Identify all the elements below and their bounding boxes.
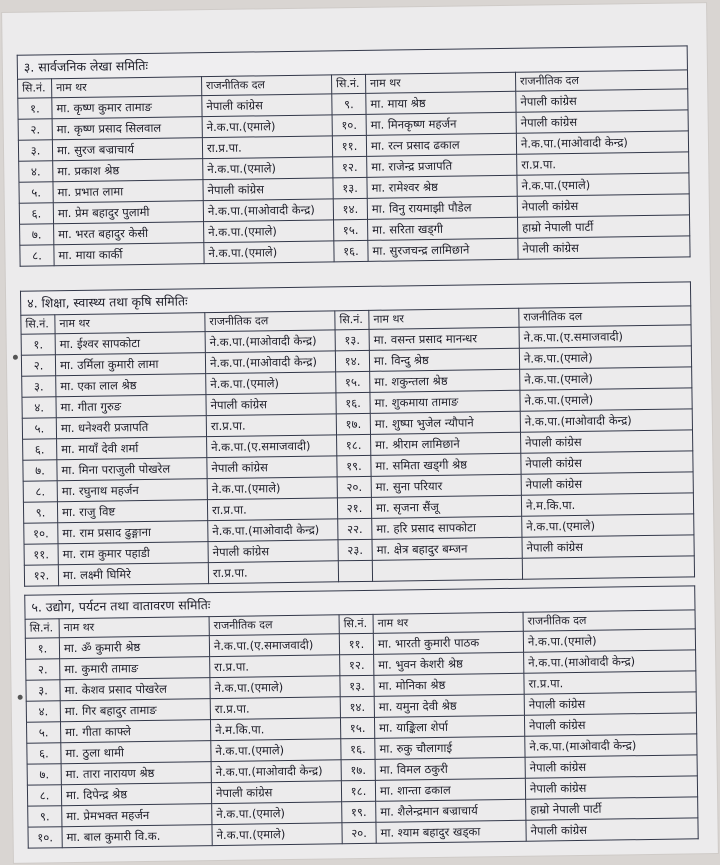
- party-header: राजनीतिक दल: [519, 306, 691, 327]
- member-name-cell: मा. विन्दु श्रेष्ठ: [369, 348, 519, 371]
- party-cell: ने.क.पा.(एमाले): [519, 346, 691, 369]
- serial-number-cell: ९.: [23, 502, 57, 523]
- member-name-cell: मा. शैलेन्द्रमान बज्राचार्य: [376, 799, 526, 822]
- member-name-cell: मा. शुष्पा भुजेल न्यौपाने: [370, 411, 520, 434]
- member-name-cell: मा. रुकु चौलागाई: [375, 736, 525, 759]
- party-cell: हाम्रो नेपाली पार्टी: [526, 797, 698, 820]
- party-cell: ने.क.पा.(एमाले): [203, 157, 333, 180]
- member-name-cell: मा. कुमारी तामाङ: [60, 657, 210, 680]
- serial-number-cell: १४.: [333, 198, 367, 219]
- member-name-cell: मा. रघुनाथ महर्जन: [57, 479, 207, 502]
- party-cell: नेपाली कांग्रेस: [517, 194, 689, 217]
- member-name-cell: मा. गिर बहादुर तामाङ: [60, 699, 210, 722]
- party-cell: ने.क.पा.(एमाले): [522, 514, 694, 537]
- party-cell: ने.म.कि.पा.: [521, 493, 693, 516]
- margin-dot: [13, 355, 18, 360]
- member-name-cell: मा. धनेश्वरी प्रजापति: [56, 416, 206, 439]
- serial-number-cell: ८.: [23, 481, 57, 502]
- party-cell: नेपाली कांग्रेस: [524, 692, 696, 715]
- party-cell: ने.क.पा.(माओवादी केन्द्र): [211, 760, 341, 783]
- member-name-cell: मा. सुरज बज्राचार्य: [52, 138, 202, 161]
- serial-number-cell: ४.: [26, 701, 60, 722]
- party-cell: नेपाली कांग्रेस: [521, 451, 693, 474]
- member-name-cell: मा. श्रीराम लामिछाने: [371, 432, 521, 455]
- member-name-cell: मा. उर्मिला कुमारी लामा: [55, 353, 205, 376]
- member-name-cell: मा. कृष्ण कुमार तामाङ: [52, 96, 202, 119]
- serial-number-cell: ९.: [28, 806, 62, 827]
- party-cell: ने.क.पा.(ए.समाजवादी): [519, 325, 691, 348]
- party-cell: रा.प्र.पा.: [517, 152, 689, 175]
- party-header: राजनीतिक दल: [209, 615, 339, 636]
- serial-number-cell: १७.: [341, 759, 375, 780]
- member-name-cell: मा. ॐ कुमारी श्रेष्ठ: [59, 636, 209, 659]
- party-cell: ने.क.पा.(एमाले): [202, 115, 332, 138]
- serial-number-cell: १४.: [340, 696, 374, 717]
- serial-number-cell: १६.: [336, 392, 370, 413]
- serial-number-cell: १२.: [333, 156, 367, 177]
- member-name-cell: मा. दिपेन्द्र श्रेष्ठ: [61, 783, 211, 806]
- sn-header: सि.नं.: [18, 79, 52, 98]
- party-header: राजनीतिक दल: [202, 75, 332, 96]
- committee-table: [20, 305, 695, 586]
- sn-header: सि.नं.: [331, 74, 365, 93]
- party-cell: ने.क.पा.(माओवादी केन्द्र): [525, 734, 697, 757]
- party-cell: नेपाली कांग्रेस: [521, 430, 693, 453]
- party-cell: रा.प्र.पा.: [207, 498, 337, 521]
- party-cell: नेपाली कांग्रेस: [516, 89, 688, 112]
- member-name-cell: मा. राजु विष्ट: [57, 500, 207, 523]
- member-name-cell: मा. वसन्त प्रसाद मानन्धर: [369, 327, 519, 350]
- serial-number-cell: १०.: [332, 114, 366, 135]
- committee-section: [24, 585, 698, 848]
- member-name-cell: मा. सृजना सैंजू: [371, 495, 521, 518]
- party-cell: हाम्रो नेपाली पार्टी: [518, 215, 690, 238]
- serial-number-cell: १९.: [342, 801, 376, 822]
- serial-number-cell: ११.: [339, 633, 373, 654]
- serial-number-cell: ४.: [22, 397, 56, 418]
- committee-title: ३. सार्वजनिक लेखा समितिः: [17, 45, 688, 78]
- serial-number-cell: ९.: [332, 93, 366, 114]
- member-name-cell: मा. श्याम बहादुर खड्का: [376, 820, 526, 843]
- party-cell: ने.क.पा.(एमाले): [206, 372, 336, 395]
- serial-number-cell: ६.: [27, 743, 61, 764]
- serial-number-cell: १२.: [340, 654, 374, 675]
- member-name-cell: मा. राम कुमार पहाडी: [58, 542, 208, 565]
- member-name-cell: मा. एका लाल श्रेष्ठ: [56, 374, 206, 397]
- name-header: नाम थर: [373, 612, 523, 633]
- name-header: नाम थर: [59, 617, 209, 638]
- serial-number-cell: १९.: [337, 455, 371, 476]
- member-name-cell: मा. सरिता खड्गी: [368, 217, 518, 240]
- serial-number-cell: ८.: [20, 245, 54, 266]
- serial-number-cell: २.: [26, 659, 60, 680]
- serial-number-cell: १३.: [333, 177, 367, 198]
- serial-number-cell: ७.: [23, 460, 57, 481]
- member-name-cell: मा. प्रेमभक्त महर्जन: [62, 804, 212, 827]
- member-name-cell: मा. राम प्रसाद ढुङ्गाना: [58, 521, 208, 544]
- party-cell: नेपाली कांग्रेस: [203, 178, 333, 201]
- member-name-cell: मा. गीता काफ्ले: [61, 720, 211, 743]
- name-header: नाम थर: [52, 77, 202, 98]
- party-header: राजनीतिक दल: [205, 311, 335, 332]
- party-cell: नेपाली कांग्रेस: [521, 472, 693, 495]
- committee-table: [25, 609, 699, 848]
- serial-number-cell: ३.: [22, 376, 56, 397]
- party-header: राजनीतिक दल: [515, 70, 687, 91]
- member-name-cell: मा. रामेश्वर श्रेष्ठ: [367, 175, 517, 198]
- party-cell: ने.क.पा.(एमाले): [212, 823, 342, 846]
- party-cell: नेपाली कांग्रेस: [518, 236, 690, 259]
- serial-number-cell: [338, 560, 372, 581]
- member-name-cell: मा. ईश्वर सापकोटा: [55, 332, 205, 355]
- member-name-cell: मा. राजेन्द्र प्रजापति: [367, 154, 517, 177]
- party-cell: ने.क.पा.(माओवादी केन्द्र): [208, 519, 338, 542]
- member-name-cell: मा. प्रभात लामा: [53, 180, 203, 203]
- committee-title: ४. शिक्षा, स्वास्थ्य तथा कृषि समितिः: [20, 281, 691, 314]
- party-header: राजनीतिक दल: [523, 610, 695, 631]
- member-name-cell: मा. मिना पराजुली पोखरेल: [57, 458, 207, 481]
- party-cell: ने.क.पा.(ए.समाजवादी): [207, 435, 337, 458]
- party-cell: ने.क.पा.(माओवादी केन्द्र): [205, 330, 335, 353]
- serial-number-cell: २०.: [337, 476, 371, 497]
- party-cell: नेपाली कांग्रेस: [524, 713, 696, 736]
- party-cell: ने.क.पा.(एमाले): [204, 220, 334, 243]
- serial-number-cell: १.: [18, 98, 52, 119]
- member-name-cell: मा. विमल ठकुरी: [375, 757, 525, 780]
- party-cell: नेपाली कांग्रेस: [516, 110, 688, 133]
- member-name-cell: मा. केशव प्रसाद पोखरेल: [60, 678, 210, 701]
- serial-number-cell: ३.: [26, 680, 60, 701]
- serial-number-cell: १२.: [24, 565, 58, 586]
- serial-number-cell: ७.: [20, 224, 54, 245]
- party-cell: नेपाली कांग्रेस: [208, 540, 338, 563]
- serial-number-cell: ११.: [332, 135, 366, 156]
- name-header: नाम थर: [55, 313, 205, 334]
- committee-section: [17, 45, 691, 266]
- serial-number-cell: २१.: [337, 497, 371, 518]
- member-name-cell: मा. प्रेम बहादुर पुलामी: [53, 201, 203, 224]
- party-cell: रा.प्र.पा.: [206, 414, 336, 437]
- serial-number-cell: ५.: [19, 182, 53, 203]
- member-name-cell: मा. मायाँ देवी शर्मा: [57, 437, 207, 460]
- serial-number-cell: १३.: [340, 675, 374, 696]
- member-name-cell: मा. माया श्रेष्ठ: [366, 91, 516, 114]
- member-name-cell: [372, 558, 522, 581]
- serial-number-cell: ७.: [27, 764, 61, 785]
- party-cell: ने.क.पा.(एमाले): [207, 477, 337, 500]
- sn-header: सि.नं.: [339, 614, 373, 633]
- party-cell: ने.क.पा.(एमाले): [212, 802, 342, 825]
- party-cell: नेपाली कांग्रेस: [525, 755, 697, 778]
- sn-header: सि.नं.: [335, 310, 369, 329]
- party-cell: ने.म.कि.पा.: [210, 718, 340, 741]
- serial-number-cell: १८.: [341, 780, 375, 801]
- party-cell: नेपाली कांग्रेस: [207, 456, 337, 479]
- member-name-cell: मा. भरत बहादुर केसी: [54, 222, 204, 245]
- member-name-cell: मा. हरि प्रसाद सापकोटा: [372, 516, 522, 539]
- member-name-cell: मा. शान्ता ढकाल: [375, 778, 525, 801]
- member-name-cell: मा. मोनिका श्रेष्ठ: [374, 673, 524, 696]
- serial-number-cell: २२.: [338, 518, 372, 539]
- party-cell: ने.क.पा.(माओवादी केन्द्र): [520, 409, 692, 432]
- party-cell: नेपाली कांग्रेस: [211, 781, 341, 804]
- member-name-cell: मा. प्रकाश श्रेष्ठ: [53, 159, 203, 182]
- party-cell: [522, 556, 694, 579]
- serial-number-cell: ५.: [22, 418, 56, 439]
- committee-title: ५. उद्योग, पर्यटन तथा वातावरण समितिः: [24, 585, 695, 618]
- member-name-cell: मा. समिता खड्गी श्रेष्ठ: [371, 453, 521, 476]
- serial-number-cell: २३.: [338, 539, 372, 560]
- sn-header: सि.नं.: [25, 619, 59, 638]
- serial-number-cell: ४.: [19, 161, 53, 182]
- party-cell: ने.क.पा.(एमाले): [523, 629, 695, 652]
- serial-number-cell: १०.: [28, 827, 62, 848]
- serial-number-cell: ११.: [24, 544, 58, 565]
- party-cell: रा.प्र.पा.: [208, 561, 338, 584]
- member-name-cell: मा. गीता गुरुङ: [56, 395, 206, 418]
- serial-number-cell: ५.: [27, 722, 61, 743]
- party-cell: नेपाली कांग्रेस: [525, 776, 697, 799]
- serial-number-cell: १७.: [336, 413, 370, 434]
- serial-number-cell: १६.: [334, 240, 368, 261]
- committee-section: [20, 281, 695, 586]
- member-name-cell: मा. सुरजचन्द्र लामिछाने: [368, 238, 518, 261]
- party-cell: ने.क.पा.(माओवादी केन्द्र): [516, 131, 688, 154]
- member-name-cell: मा. कृष्ण प्रसाद सिलवाल: [52, 117, 202, 140]
- serial-number-cell: ३.: [18, 140, 52, 161]
- party-cell: रा.प्र.पा.: [210, 655, 340, 678]
- member-name-cell: मा. रत्न प्रसाद ढकाल: [366, 133, 516, 156]
- serial-number-cell: २०.: [342, 822, 376, 843]
- serial-number-cell: ६.: [19, 203, 53, 224]
- party-cell: रा.प्र.पा.: [524, 671, 696, 694]
- serial-number-cell: १५.: [336, 371, 370, 392]
- committee-table: [17, 69, 691, 266]
- party-cell: नेपाली कांग्रेस: [526, 818, 698, 841]
- party-cell: ने.क.पा.(एमाले): [520, 367, 692, 390]
- member-name-cell: मा. भारती कुमारी पाठक: [373, 631, 523, 654]
- serial-number-cell: १५.: [334, 219, 368, 240]
- serial-number-cell: १८.: [337, 434, 371, 455]
- party-cell: ने.क.पा.(एमाले): [520, 388, 692, 411]
- party-cell: नेपाली कांग्रेस: [522, 535, 694, 558]
- party-cell: ने.क.पा.(माओवादी केन्द्र): [203, 199, 333, 222]
- member-name-cell: मा. ठुला थामी: [61, 741, 211, 764]
- member-name-cell: मा. यमुना देवी श्रेष्ठ: [374, 694, 524, 717]
- name-header: नाम थर: [365, 72, 515, 93]
- margin-dot: [18, 695, 23, 700]
- party-cell: रा.प्र.पा.: [202, 136, 332, 159]
- party-cell: ने.क.पा.(एमाले): [204, 241, 334, 264]
- member-name-cell: मा. याङ्किला शेर्पा: [374, 715, 524, 738]
- party-cell: रा.प्र.पा.: [210, 697, 340, 720]
- serial-number-cell: १६.: [341, 738, 375, 759]
- serial-number-cell: १५.: [340, 717, 374, 738]
- member-name-cell: मा. शकुन्तला श्रेष्ठ: [370, 369, 520, 392]
- member-name-cell: मा. लक्ष्मी घिमिरे: [58, 563, 208, 586]
- serial-number-cell: १३.: [335, 329, 369, 350]
- party-cell: ने.क.पा.(ए.समाजवादी): [209, 634, 339, 657]
- party-cell: ने.क.पा.(एमाले): [210, 676, 340, 699]
- party-cell: नेपाली कांग्रेस: [206, 393, 336, 416]
- party-cell: ने.क.पा.(माओवादी केन्द्र): [205, 351, 335, 374]
- member-name-cell: मा. तारा नारायण श्रेष्ठ: [61, 762, 211, 785]
- serial-number-cell: २.: [18, 119, 52, 140]
- member-name-cell: मा. सुना परियार: [371, 474, 521, 497]
- party-cell: ने.क.पा.(एमाले): [211, 739, 341, 762]
- serial-number-cell: २.: [21, 355, 55, 376]
- serial-number-cell: १.: [21, 334, 55, 355]
- member-name-cell: मा. क्षेत्र बहादुर बम्जन: [372, 537, 522, 560]
- member-name-cell: मा. विनु रायमाझी पौडेल: [367, 196, 517, 219]
- party-cell: नेपाली कांग्रेस: [202, 94, 332, 117]
- member-name-cell: मा. भुवन केशरी श्रेष्ठ: [374, 652, 524, 675]
- document-page: [2, 3, 718, 863]
- serial-number-cell: १४.: [335, 350, 369, 371]
- party-cell: ने.क.पा.(माओवादी केन्द्र): [524, 650, 696, 673]
- member-name-cell: मा. बाल कुमारी वि.क.: [62, 825, 212, 848]
- sn-header: सि.नं.: [21, 315, 55, 334]
- member-name-cell: मा. मिनकृष्ण महर्जन: [366, 112, 516, 135]
- serial-number-cell: ८.: [27, 785, 61, 806]
- member-name-cell: मा. माया कार्की: [54, 243, 204, 266]
- member-name-cell: मा. शुकमाया तामाङ: [370, 390, 520, 413]
- serial-number-cell: १.: [25, 638, 59, 659]
- party-cell: ने.क.पा.(एमाले): [517, 173, 689, 196]
- name-header: नाम थर: [369, 308, 519, 329]
- serial-number-cell: ६.: [23, 439, 57, 460]
- serial-number-cell: १०.: [24, 523, 58, 544]
